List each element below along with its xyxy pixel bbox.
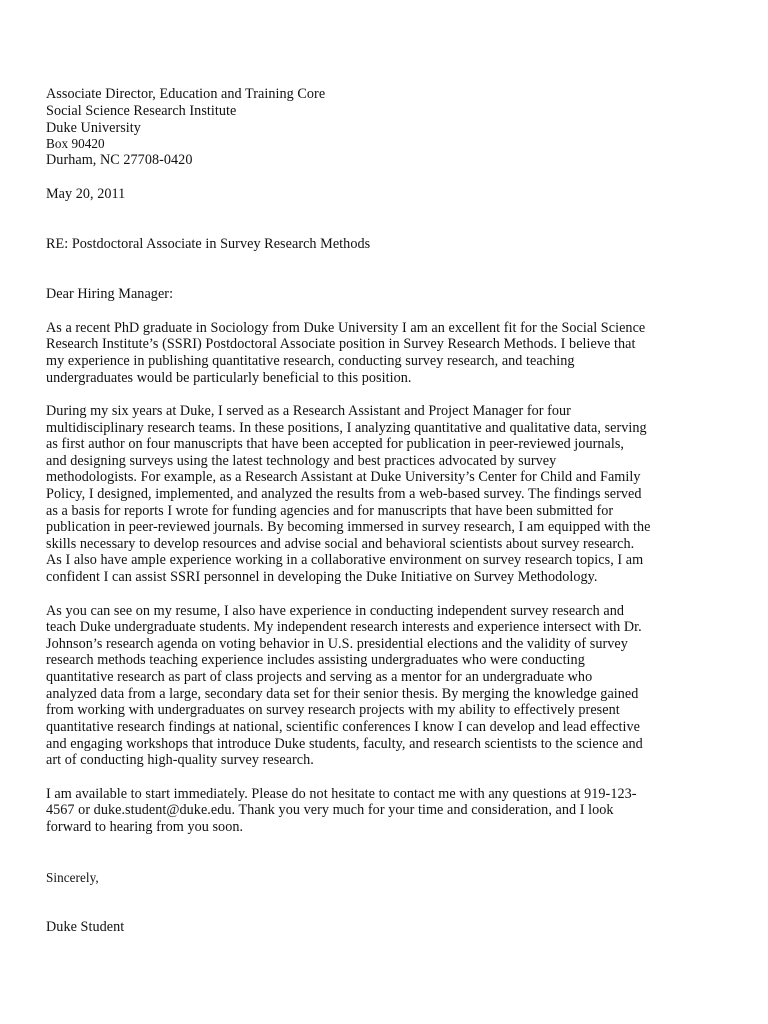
paragraph-1-line: Research Institute’s (SSRI) Postdoctoral Associate position in Survey Research Methods. I believe that [46, 336, 636, 352]
paragraph-3-line: analyzed data from a large, secondary data set for their senior thesis. By merging the knowledge gained [46, 686, 639, 702]
paragraph-2-line: and designing surveys using the latest technology and best practices advocated by survey [46, 453, 557, 469]
paragraph-1-line: my experience in publishing quantitative research, conducting survey research, and teaching [46, 353, 575, 369]
paragraph-3-line: Johnson’s research agenda on voting behavior in U.S. presidential elections and the validity of survey [46, 636, 628, 652]
paragraph-2-line: During my six years at Duke, I served as a Research Assistant and Project Manager for four [46, 403, 571, 419]
paragraph-2-line: skills necessary to develop resources and advise social and behavioral scientists about survey research. [46, 536, 635, 552]
paragraph-2-line: As I also have ample experience working in a collaborative environment on survey research topics, I am [46, 552, 644, 568]
subject-line: RE: Postdoctoral Associate in Survey Research Methods [46, 236, 371, 252]
letter-date: May 20, 2011 [46, 186, 126, 202]
paragraph-3-line: quantitative research as part of class projects and serving as a mentor for an undergraduate who [46, 669, 593, 685]
address-title: Associate Director, Education and Training Core [46, 86, 326, 102]
paragraph-3-line: As you can see on my resume, I also have experience in conducting independent survey research and [46, 603, 625, 619]
paragraph-3-line: and engaging workshops that introduce Duke students, faculty, and research scientists to the science and [46, 736, 643, 752]
address-institute: Social Science Research Institute [46, 103, 237, 119]
paragraph-4-line: 4567 or duke.student@duke.edu. Thank you very much for your time and consideration, and I look [46, 802, 614, 818]
paragraph-4-line: forward to hearing from you soon. [46, 819, 244, 835]
paragraph-2-line: publication in peer-reviewed journals. By becoming immersed in survey research, I am equipped with the [46, 519, 651, 535]
address-box: Box 90420 [46, 136, 105, 151]
signature-name: Duke Student [46, 919, 125, 935]
paragraph-1-line: As a recent PhD graduate in Sociology from Duke University I am an excellent fit for the Social Science [46, 320, 646, 336]
address-city: Durham, NC 27708-0420 [46, 152, 193, 168]
paragraph-2-line: as first author on four manuscripts that have been accepted for publication in peer-reviewed journals, [46, 436, 625, 452]
paragraph-2-line: as a basis for reports I wrote for funding agencies and for manuscripts that have been submitted for [46, 503, 614, 519]
address-university: Duke University [46, 120, 141, 136]
paragraph-3-line: quantitative research findings at national, scientific conferences I know I can develop and lead effective [46, 719, 640, 735]
paragraph-2-line: Policy, I designed, implemented, and analyzed the results from a web-based survey. The findings served [46, 486, 642, 502]
paragraph-3-line: teach Duke undergraduate students. My independent research interests and experience intersect with Dr. [46, 619, 642, 635]
paragraph-3-line: research methods teaching experience includes assisting undergraduates who were conducting [46, 652, 585, 668]
closing: Sincerely, [46, 870, 99, 885]
paragraph-2-line: multidisciplinary research teams. In these positions, I analyzing quantitative and qualitative data, serving [46, 420, 647, 436]
paragraph-2-line: confident I can assist SSRI personnel in developing the Duke Initiative on Survey Methodology. [46, 569, 598, 585]
paragraph-3-line: art of conducting high-quality survey research. [46, 752, 314, 768]
paragraph-2-line: methodologists. For example, as a Research Assistant at Duke University’s Center for Child and Family [46, 469, 641, 485]
paragraph-3-line: from working with undergraduates on survey research projects with my ability to effectively present [46, 702, 620, 718]
paragraph-1-line: undergraduates would be particularly beneficial to this position. [46, 370, 412, 386]
salutation: Dear Hiring Manager: [46, 286, 174, 302]
paragraph-4-line: I am available to start immediately. Please do not hesitate to contact me with any questions at 919-123- [46, 786, 637, 802]
